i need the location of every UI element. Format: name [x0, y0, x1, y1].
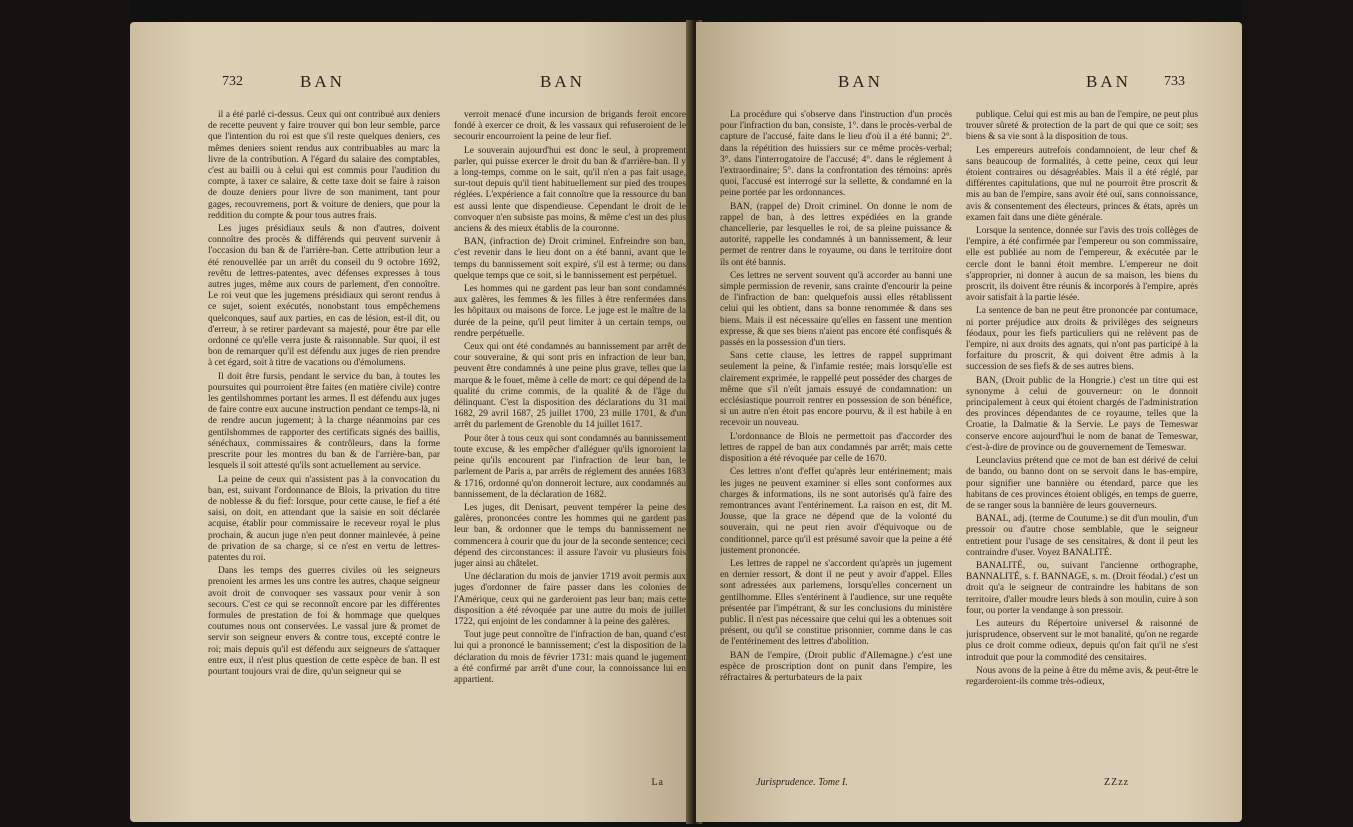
paragraph: Les hommes qui ne gardent pas leur ban sont condamnés aux galères, les femmes & les filles à être renfermées dans les hôpitaux ou maisons de force. Le juge est le maître de la durée de la peine, qu'il peut limiter à un certain temps, ou rendre perpétuelle.	[454, 284, 686, 339]
right-running-head-left: BAN	[838, 72, 883, 91]
paragraph: Ces lettres n'ont d'effet qu'après leur entérinement; mais les juges ne peuvent examiner si elles sont conformes aux charges & informations, ils ne sont autorisés qu'à faire des remontrances avant l'entérinement. La raison en est, dit M. Jousse, que la grace ne dépend que de la volonté du souverain, qui ne peut rien avoir d'équivoque ou de conditionnel, parce qu'il est présumé savoir que la peine a été justement prononcée.	[720, 467, 952, 556]
paragraph: il a été parlé ci-dessus. Ceux qui ont contribué aux deniers de recette peuvent y faire trouver qui bon leur semble, parce que l'intention du roi est que s'il reste quelques deniers, ces mêmes deniers soient rendus aux contribuables au marc la livre de la contribution. A l'égard du salaire des comptables, c'est au bailli ou à celui qui est commis pour l'audition du compte, à taxer ce salaire, & cette taxe doit se faire à raison de douze deniers pour livre de son maniment, tant pour gages, recouvremens, port & voiture de deniers, que pour la reddition du compte & pour tous autres frais.	[208, 110, 440, 221]
paragraph: Lorsque la sentence, donnée sur l'avis des trois collèges de l'empire, a été confirmée par l'empereur ou son commissaire, elle est publiée au nom de l'empereur, & exécutée par le cercle dont le banni étoit membre. L'empereur ne doit s'approprier, ni donner à aucun de sa maison, les biens du proscrit, ils doivent être réunis & incorporés à l'empire, après avoir satisfait à la partie lésée.	[966, 226, 1198, 304]
paragraph: Il doit être fursis, pendant le service du ban, à toutes les poursuites qui pourroient être faites (en matière civile) contre les gentilshommes portant les armes. Il est défendu aux juges de faire contre eux aucune instruction pendant ce temps-là, ni de rendre aucun jugement; à la charge néanmoins par ces gentilshommes de rapporter des certificats signés des baillis, sénéchaux, commissaires & contrôleurs, dans la forme prescrite pour les montres du ban & de l'arrière-ban, par lesquels il soit attesté qu'ils sont actuellement au service.	[208, 371, 440, 472]
paragraph: Les lettres de rappel ne s'accordent qu'après un jugement en dernier ressort, & dont il ne peut y avoir d'appel. Elles sont adressées aux parlemens, lorsqu'elles concernent un gentilhomme. Elles s'entérinent à l'audience, sur une requête présentée par l'impétrant, & sur les conclusions du ministère public. Il n'est pas nécessaire que celui qui les a obtenues soit présent, ou qu'il se constitue prisonnier, comme dans le cas de l'entérinement des lettres d'abolition.	[720, 558, 952, 648]
paragraph: Les auteurs du Répertoire universel & raisonné de jurisprudence, observent sur le mot banalité, qu'on ne regarde plus ce droit comme odieux, depuis qu'on fait qu'il ne s'est introduit que pour la commodité des censitaires.	[966, 618, 1198, 663]
right-footer: Jurisprudence. Tome I.	[756, 777, 848, 788]
paragraph: Ceux qui ont été condamnés au bannissement par arrêt de cour souveraine, & qui sont pris en infraction de leur ban, peuvent être condamnés à une peine plus grave, telles que la marque & le fouet, même à celle de mort: ce qui dépend de la qualité du crime commis, de la qualité & de l'âge du délinquant. C'est la disposition des déclarations du 31 mai 1682, 29 avril 1687, 25 juillet 1700, 23 mille 1701, & d'un arrêt du parlement de Grenoble du 14 juillet 1617.	[454, 342, 686, 431]
paragraph: Leunclavius prétend que ce mot de ban est dérivé de celui de bando, ou banno dont on se servoit dans le bas-empire, pour signifier une bannière ou étendard, parce que les habitans de ces provinces étoient obligés, en temps de guerre, de se ranger sous la bannière de leurs gouverneurs.	[966, 456, 1198, 511]
paragraph: La procédure qui s'observe dans l'instruction d'un procès pour l'infraction du ban, consiste, 1°. dans le procès-verbal de capture de l'accusé, faite dans le lieu d'où il a été banni; 2°. dans la répétition des huissiers sur ce même procès-verbal; 3°. dans l'interrogatoire de l'accusé; 4°. dans le réglement à l'extraordinaire; 5°. dans la confrontation des témoins: après quoi, l'accusé est interrogé sur la sellette, & condamné en la peine portée par les ordonnances.	[720, 110, 952, 199]
right-signature-mark: ZZzz	[1104, 777, 1130, 788]
paragraph: BANAL, adj. (terme de Coutume.) se dit d'un moulin, d'un pressoir ou d'autre chose semblable, que le seigneur entretient pour l'usage de ses censitaires, & dont il peut les contraindre d'user. Voyez BANALITÉ.	[966, 514, 1198, 558]
paragraph: Une déclaration du mois de janvier 1719 avoit permis aux juges d'ordonner de faire passer dans les colonies de l'Amérique, ceux qui ne garderoient pas leur ban; mais cette disposition a été révoquée par une autre du mois de juillet 1722, qui enjoint de les condamner à la peine des galères.	[454, 572, 686, 627]
left-catchword: La	[651, 777, 664, 788]
paragraph: Les empereurs autrefois condamnoient, de leur chef & sans beaucoup de formalités, à cette peine, ceux qui leur étoient contraires ou désagréables. Mais il a été réglé, par différentes capitulations, que nul ne pourroit être proscrit & mis au ban de l'empire, sans avoir été ouï, sans connoissance, avis & consentement des électeurs, princes & états, après un examen fait dans une diète générale.	[966, 145, 1198, 223]
left-page-column-1	[208, 110, 440, 780]
left-page-column-2	[454, 110, 686, 780]
paragraph: Dans les temps des guerres civiles où les seigneurs prenoient les armes les uns contre les autres, chaque seigneur avoit droit de convoquer ses vassaux pour venir à son secours. C'est ce qui se reconnoît encore par les différentes formules de prestation de foi & hommage que quelques coutumes nous ont conservées. Le vassal jure & promet de servir son seigneur envers & contre tous, excepté contre le roi; mais depuis qu'il est défendu aux seigneurs de s'attaquer entre eux, il n'est plus question de cette espèce de ban. Il est pourtant toujours vrai de dire, qu'un seigneur qui se	[208, 566, 440, 677]
paragraph: L'ordonnance de Blois ne permettoit pas d'accorder des lettres de rappel de ban aux condamnés par arrêt; mais cette disposition a été révoquée par celle de 1670.	[720, 431, 952, 465]
left-running-head-right: BAN	[540, 72, 585, 91]
paragraph: BAN, (Droit public de la Hongrie.) c'est un titre qui est synonyme à celui de gouverneur: on le donnoit principalement à ceux qui étoient chargés de l'administration des provinces dépendantes de ce royaume, telles que la Croatie, la Dalmatie & la Servie. Le pays de Temeswar conserve encore aujourd'hui le nom de banat de Temeswar, c'est-à-dire de province ou de gouvernement de Temeswar.	[966, 375, 1198, 453]
paragraph: verroit menacé d'une incursion de brigands feroit encore fondé à exercer ce droit, & les vassaux qui refuseroient de le secourir encourroient la peine de leur fief.	[454, 110, 686, 143]
paragraph: Pour ôter à tous ceux qui sont condamnés au bannissement toute excuse, & les empêcher d'alléguer qu'ils ignoroient la peine qu'ils encourent par l'infraction de leur ban, le parlement de Paris a, par arrêts de réglement des années 1683 & 1716, ordonné qu'on donneroit lecture, aux condamnés au bannissement, de la déclaration de 1682.	[454, 433, 686, 500]
paragraph: La sentence de ban ne peut être prononcée par contumace, ni porter préjudice aux droits & privilèges des seigneurs féodaux, pour les fiefs particuliers qui ne relèvent pas de l'empire, ni aux droits des agnats, qui n'ont pas participé à la forfaiture du proscrit, & qui doivent être admis à la succession de ses fiefs & de ses autres biens.	[966, 306, 1198, 373]
paragraph: publique. Celui qui est mis au ban de l'empire, ne peut plus trouver sûreté & protection de la part de qui que ce soit; ses biens & sa vie sont à la disposition de tous.	[966, 110, 1198, 143]
background-right	[1242, 0, 1353, 827]
paragraph: BAN de l'empire, (Droit public d'Allemagne.) c'est une espèce de proscription dont on punit dans l'empire, les réfractaires & perturbateurs de la paix	[720, 650, 952, 683]
right-running-head-right: BAN	[1086, 72, 1131, 91]
paragraph: Nous avons de la peine à être du même avis, & peut-être le regarderoient-ils comme très-odieux,	[966, 665, 1198, 687]
right-page-column-1	[720, 110, 952, 780]
left-page	[130, 22, 690, 822]
paragraph: Sans cette clause, les lettres de rappel supprimant seulement la peine, & l'infamie restée; mais lorsqu'elle est clairement exprimée, le rappellé peut posséder des charges de même que s'il n'eût jamais essuyé de condamnation: un ecclésiastique pourroit rentrer en possession de son bénéfice, si un autre n'en étoit pas encore pourvu, & il est habile à en recevoir un nouveau.	[720, 351, 952, 429]
right-page-header	[696, 72, 1242, 100]
paragraph: BANALITÉ, ou, suivant l'ancienne orthographe, BANNALITÉ, s. f. BANNAGE, s. m. (Droit féodal.) c'est un droit qu'a le seigneur de contraindre les habitans de son territoire, d'aller moudre leurs bleds à son moulin, cuire à son four, ou porter la vendange à son pressoir.	[966, 560, 1198, 616]
right-page	[696, 22, 1242, 822]
paragraph: Les juges présidiaux seuls & non d'autres, doivent connoître des procès & différends qui peuvent survenir à l'occasion du ban & de l'arrière-ban. Cette attribution leur a été renouvellée par un arrêt du conseil du 9 octobre 1692, revêtu de lettres-patentes, avec défenses expresses à tous autres juges, même aux cours de parlement, d'en connoître. Le roi veut que les jugemens présidiaux qui seront rendus à ce sujet, soient exécutés, nonobstant tous empêchemens quelconques, sauf aux parties, en cas de lésion, est-il dit, ou d'erreur, à se retirer pardevant sa majesté, pour être par elle ordonné ce qu'elle verra juste & raisonnable. Sur quoi, il est bon de remarquer qu'il est défendu aux juges de rien prendre à cet égard, soit à titre de vacations ou d'émolumens.	[208, 224, 440, 369]
left-page-header	[130, 72, 690, 100]
paragraph: BAN, (infraction de) Droit criminel. Enfreindre son ban, c'est revenir dans le lieu dont on a été banni, avant que le temps du bannissement soit expiré, s'il est à terme; ou dans quelque temps que ce soit, si le bannissement est perpétuel.	[454, 237, 686, 281]
paragraph: La peine de ceux qui n'assistent pas à la convocation du ban, est, suivant l'ordonnance de Blois, la privation du titre de noblesse & du fief: lorsque, pour cette cause, le fief a été saisi, on doit, en attendant que la saisie en soit déclarée acquise, établir pour commissaire le receveur royal le plus prochain, & aucun juge n'en peut donner mainlevée, à peine de privation de sa charge, si ce n'est en vertu de lettres-patentes du roi.	[208, 474, 440, 563]
paragraph: BAN, (rappel de) Droit criminel. On donne le nom de rappel de ban, à des lettres expédiées en la grande chancellerie, par lesquelles le roi, de sa pleine puissance & autorité, rappelle les condamnés à un bannissement, & leur permet de rentrer dans le royaume, ou dans le territoire dont ils ont été bannis.	[720, 201, 952, 268]
paragraph: Le souverain aujourd'hui est donc le seul, à proprement parler, qui puisse exercer le droit du ban & d'arrière-ban. Il y a long-temps, comme on le sait, qu'il n'en a pas fait usage, sur-tout depuis qu'il tient habituellement sur pied des troupes réglées. L'expérience a fait connoître que la ressource du ban est aussi lente que dispendieuse. Cependant le droit de le convoquer n'en subsiste pas moins, & même c'est un des plus anciens & des mieux établis de la couronne.	[454, 145, 686, 235]
right-page-column-2	[966, 110, 1198, 780]
paragraph: Ces lettres ne servent souvent qu'à accorder au banni une simple permission de revenir, sans crainte d'encourir la peine de l'infraction de ban: quelquefois aussi elles rétablissent celui qui les obtient, dans sa bonne renommée & dans ses biens. Mais il est nécessaire qu'elles en fassent une mention expresse, & que ses biens n'aient pas encore été confisqués & passés en la possession d'un tiers.	[720, 270, 952, 349]
left-page-number: 732	[222, 74, 243, 89]
left-running-head-left: BAN	[300, 72, 345, 91]
right-page-number: 733	[1164, 74, 1185, 89]
paragraph: Tout juge peut connoître de l'infraction de ban, quand c'est lui qui a prononcé le bannissement; c'est la disposition de la déclaration du mois de février 1731: mais quand le jugement a été confirmé par arrêt d'une cour, la connoissance lui en appartient.	[454, 630, 686, 685]
background-left	[0, 0, 130, 827]
paragraph: Les juges, dit Denisart, peuvent tempérer la peine des galères, prononcées contre les hommes qui ne gardent pas leur ban, & ordonner que le temps du bannissement ne commencera à courir que du jour de la seconde sentence; ceci dépend des circonstances: il assure l'avoir vu plusieurs fois juger ainsi au châtelet.	[454, 502, 686, 569]
